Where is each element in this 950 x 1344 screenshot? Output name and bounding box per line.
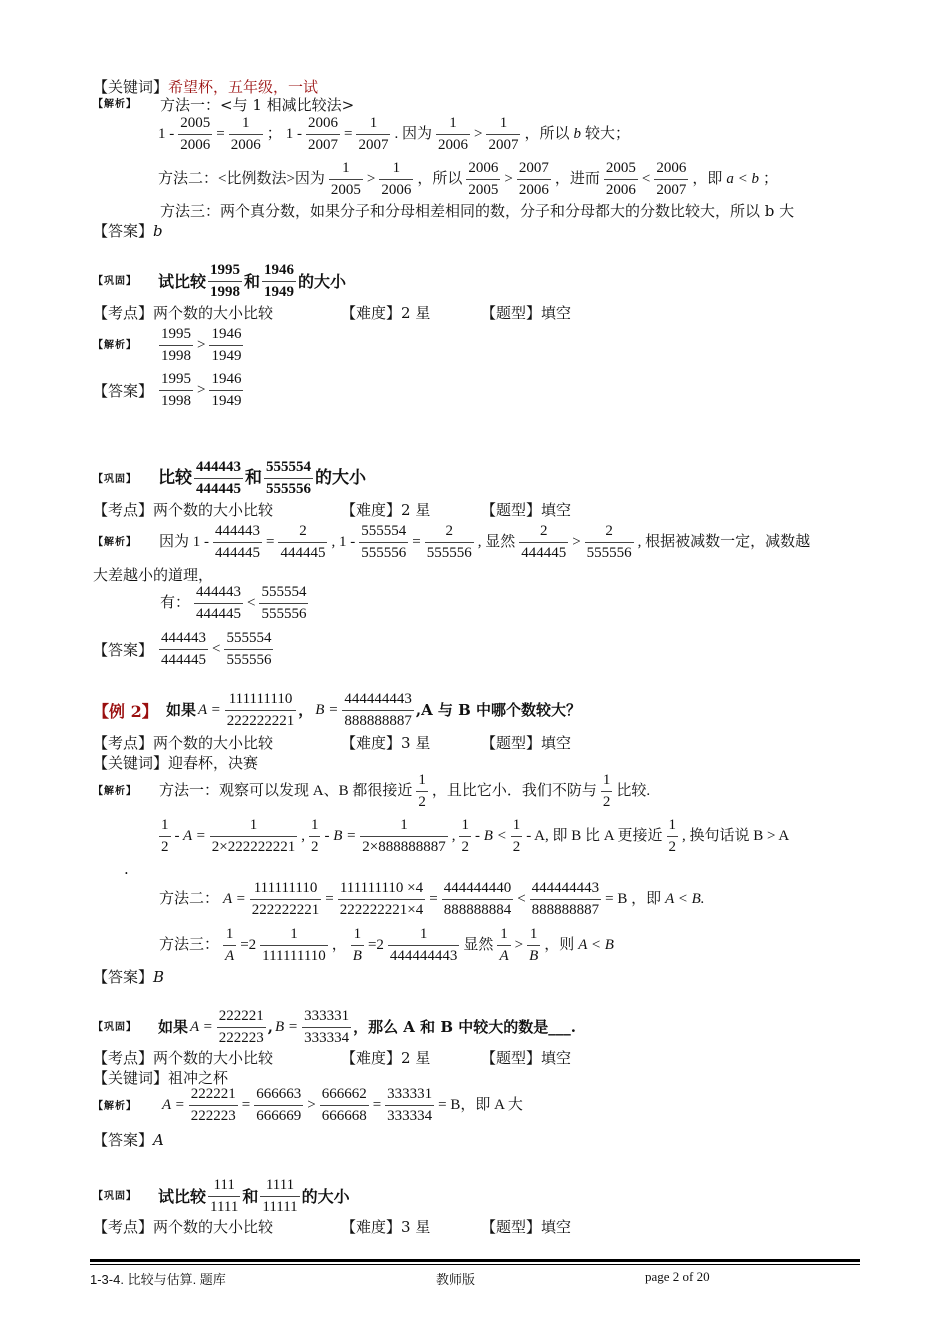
fraction: $\frac{2005}{2006}$: [180, 115, 211, 153]
jiexi-formula: $\frac{1995}{1998}$ > $\frac{1946}{1949}$: [161, 326, 242, 364]
footer-rule-thick: [90, 1259, 860, 1262]
method-one-formula: 1 - $\frac{2005}{2006}$ = $\frac{1}{2006}$ ； 1 - $\frac{2006}{2007}$ = $\frac{1}{2007}$ . 因为 $\frac{1}{2006}$ > $\frac{1}{2007}$ ，所以 b 较大；: [158, 115, 630, 153]
fraction: $\frac{2}{444445}$: [280, 523, 326, 561]
meta-row: 【考点】两个数的大小比较: [93, 734, 274, 752]
meta-row: 【考点】两个数的大小比较: [93, 1049, 274, 1067]
question-title: 试比较 $\frac{111}{1111}$ 和 $\frac{1111}{11111}$ 的大小: [158, 1177, 350, 1215]
example-tag: 【例 2】: [93, 702, 158, 721]
question-title: 比较 $\frac{444443}{444445}$ 和 $\frac{555554}{555556}$ 的大小: [158, 459, 366, 497]
fraction: $\frac{1}{2}$: [310, 817, 319, 855]
fraction: $\frac{111111110}{222222221}$: [251, 880, 320, 918]
fraction: $\frac{1}{2}$: [461, 817, 469, 855]
fraction: $\frac{444444443}{888888887}$: [531, 880, 600, 918]
fraction: $\frac{1}{A}$: [499, 926, 509, 964]
fraction: $\frac{1}{2}$: [512, 817, 521, 855]
keyword-value: 希望杯，五年级，一试: [168, 78, 319, 96]
fraction: $\frac{111}{1111}$: [210, 1177, 239, 1215]
fraction: $\frac{2}{555556}$: [586, 523, 632, 561]
gonggu-tag: 【巩固】: [93, 1022, 137, 1033]
fraction: $\frac{1995}{1998}$: [210, 262, 241, 300]
fraction: $\frac{222221}{222223}$: [190, 1086, 236, 1124]
fraction: $\frac{1}{2006}$: [381, 160, 412, 198]
answer-formula: $\frac{444443}{444445}$ < $\frac{555554}{555556}$: [161, 630, 272, 668]
fraction: $\frac{1}{2\times 222222221}$: [211, 817, 296, 855]
method-two-formula: 方法二：<比例数法>因为 $\frac{1}{2005}$ > $\frac{1}{2006}$ ，所以 $\frac{2006}{2005}$ > $\frac{2007}{2006}$ ，进而 $\frac{2005}{2006}$ < $\frac{2006}{2007}$ ，即 a < b ；: [158, 160, 779, 198]
keyword-row: 【关键词】迎春杯，决赛: [93, 754, 259, 772]
question-title: 如果 A = $\frac{111111110}{222222221}$ ， B = $\frac{444444443}{888888887}$ ,A 与 B 中哪个数较大？: [166, 691, 582, 729]
fraction: $\frac{1995}{1998}$: [161, 326, 191, 364]
keyword-row: 【关键词】祖冲之杯: [93, 1069, 229, 1087]
fraction: $\frac{333331}{333334}$: [304, 1008, 350, 1046]
footer-center: 教师版: [436, 1272, 476, 1287]
fraction: $\frac{444444440}{888888884}$: [443, 880, 512, 918]
fraction: $\frac{2007}{2006}$: [518, 160, 549, 198]
fraction: $\frac{1}{2}$: [668, 817, 677, 855]
gonggu-tag: 【巩固】: [93, 474, 137, 485]
answer-row: 【答案】A: [93, 1131, 164, 1149]
jiexi-label: 【解析】: [93, 99, 137, 110]
fraction: $\frac{666663}{666669}$: [256, 1086, 302, 1124]
fraction: $\frac{2006}{2007}$: [307, 115, 338, 153]
jiexi-formula: 因为 1 - $\frac{444443}{444445}$ = $\frac{2}{444445}$ , 1 - $\frac{555554}{555556}$ = $\frac{2}{555556}$ , 显然 $\frac{2}{444445}$ > $\frac{2}{555556}$ , 根据被减数一定，减数越: [159, 523, 811, 561]
fraction: $\frac{444443}{444445}$: [161, 630, 206, 668]
answer-label: 【答案】: [93, 641, 154, 659]
fraction: $\frac{333331}{333334}$: [387, 1086, 433, 1124]
method-one-title: 方法一：<与 1 相减比较法>: [160, 96, 355, 114]
fraction: $\frac{555554}{555556}$: [226, 630, 272, 668]
meta-row: 【考点】两个数的大小比较: [93, 304, 274, 322]
fraction: $\frac{444443}{444445}$: [196, 459, 241, 497]
method-one-detail: $\frac{1}{2}$ - A = $\frac{1}{2\times 222222221}$ , $\frac{1}{2}$ - B = $\frac{1}{2\times 888888887}$ , $\frac{1}{2}$ - B < $\frac{1}{2}$ - A, 即 B 比 A 更接近 $\frac{1}{2}$ , 换句话说 B > A: [161, 817, 790, 855]
keyword-label: 【关键词】: [93, 78, 169, 96]
answer-label: 【答案】: [93, 382, 154, 400]
fraction: $\frac{2006}{2007}$: [656, 160, 687, 198]
meta-row: 【考点】两个数的大小比较: [93, 1218, 274, 1236]
fraction: $\frac{555554}{555556}$: [261, 584, 307, 622]
fraction: $\frac{1946}{1949}$: [211, 371, 242, 409]
jiexi-label: 【解析】: [93, 1101, 137, 1112]
jiexi-label: 【解析】: [93, 786, 137, 797]
fraction: $\frac{1}{2}$: [418, 772, 426, 810]
answer-value: b: [153, 222, 163, 240]
fraction: $\frac{444443}{444445}$: [215, 523, 260, 561]
method-three-text: 方法三：两个真分数，如果分子和分母相差相同的数，分子和分母都大的分数比较大，所以 b 大: [160, 202, 795, 220]
fraction: $\frac{1995}{1998}$: [161, 371, 191, 409]
fraction: $\frac{111111110}{222222221}$: [226, 691, 295, 729]
fraction: $\frac{555554}{555556}$: [361, 523, 407, 561]
fraction: $\frac{1}{2007}$: [358, 115, 389, 153]
footer-rule-thin: [90, 1264, 860, 1265]
method-three: 方法三： $\frac{1}{A}$ =2 $\frac{1}{111111110}$ ， $\frac{1}{B}$ =2 $\frac{1}{444444443}$ 显然 $\frac{1}{A}$ > $\frac{1}{B}$ ，则 A < B: [159, 926, 614, 964]
fraction: $\frac{1946}{1949}$: [211, 326, 242, 364]
jiexi-formula: A = $\frac{222221}{222223}$ = $\frac{666663}{666669}$ > $\frac{666662}{666668}$ = $\frac{333331}{333334}$ = B，即 A 大: [162, 1086, 523, 1124]
answer-formula: $\frac{1995}{1998}$ > $\frac{1946}{1949}$: [161, 371, 242, 409]
fraction: $\frac{1}{111111110}$: [262, 926, 326, 964]
keyword-row: [93, 80, 318, 95]
fraction: $\frac{666662}{666668}$: [321, 1086, 367, 1124]
footer-left: 1-3-4. 比较与估算. 题库: [90, 1272, 226, 1287]
question-title: 如果 A = $\frac{222221}{222223}$ , B = $\frac{333331}{333334}$ ，那么 A 和 B 中较大的数是___.: [158, 1008, 576, 1046]
fraction: $\frac{444443}{444445}$: [196, 584, 242, 622]
fraction: $\frac{1111}{11111}$: [262, 1177, 298, 1215]
fraction: $\frac{1}{2006}$: [437, 115, 468, 153]
gonggu-tag: 【巩固】: [93, 1191, 137, 1202]
method-two: 方法二： A = $\frac{111111110}{222222221}$ = $\frac{111111110 \times 4}{222222221\times 4}$ = $\frac{444444440}{888888884}$ < $\frac{444444443}{888888887}$ = B ，即 A < B.: [159, 880, 705, 918]
answer-label: 【答案】: [93, 222, 154, 240]
answer-row: 【答案】B: [93, 968, 165, 986]
fraction: $\frac{1}{B}$: [529, 926, 539, 964]
fraction: $\frac{111111110 \times 4}{222222221\times 4}$: [339, 880, 424, 918]
fraction: $\frac{1}{2007}$: [488, 115, 519, 153]
inequality-line: 有： $\frac{444443}{444445}$ < $\frac{555554}{555556}$: [160, 584, 307, 622]
fraction: $\frac{1}{2006}$: [230, 115, 261, 153]
fraction: $\frac{1}{2}$: [161, 817, 169, 855]
fraction: $\frac{444444443}{888888887}$: [344, 691, 412, 729]
fraction: $\frac{2006}{2005}$: [468, 160, 499, 198]
fraction: $\frac{1946}{1949}$: [264, 262, 295, 300]
meta-row: 【考点】两个数的大小比较: [93, 501, 274, 519]
question-title: 试比较 $\frac{1995}{1998}$ 和 $\frac{1946}{1949}$ 的大小: [158, 262, 347, 300]
footer-page: page 2 of 20: [645, 1269, 710, 1284]
fraction: $\frac{555554}{555556}$: [266, 459, 311, 497]
jiexi-label: 【解析】: [93, 537, 137, 548]
method-one: 方法一：观察可以发现 A、B 都很接近 $\frac{1}{2}$ ，且比它小．我们不防与 $\frac{1}{2}$ 比较.: [159, 772, 651, 810]
fraction: $\frac{2005}{2006}$: [605, 160, 636, 198]
fraction: $\frac{1}{444444443}$: [389, 926, 458, 964]
fraction: $\frac{1}{B}$: [352, 926, 362, 964]
jiexi-label: 【解析】: [93, 340, 137, 351]
fraction: $\frac{2}{555556}$: [426, 523, 472, 561]
fraction: $\frac{1}{A}$: [225, 926, 235, 964]
fraction: $\frac{1}{2\times 888888887}$: [362, 817, 446, 855]
fraction: $\frac{222221}{222223}$: [218, 1008, 264, 1046]
gonggu-tag: 【巩固】: [93, 276, 137, 287]
fraction: $\frac{1}{2005}$: [330, 160, 361, 198]
fraction: $\frac{2}{444445}$: [521, 523, 567, 561]
fraction: $\frac{1}{2}$: [602, 772, 611, 810]
answer-row: [93, 224, 163, 239]
